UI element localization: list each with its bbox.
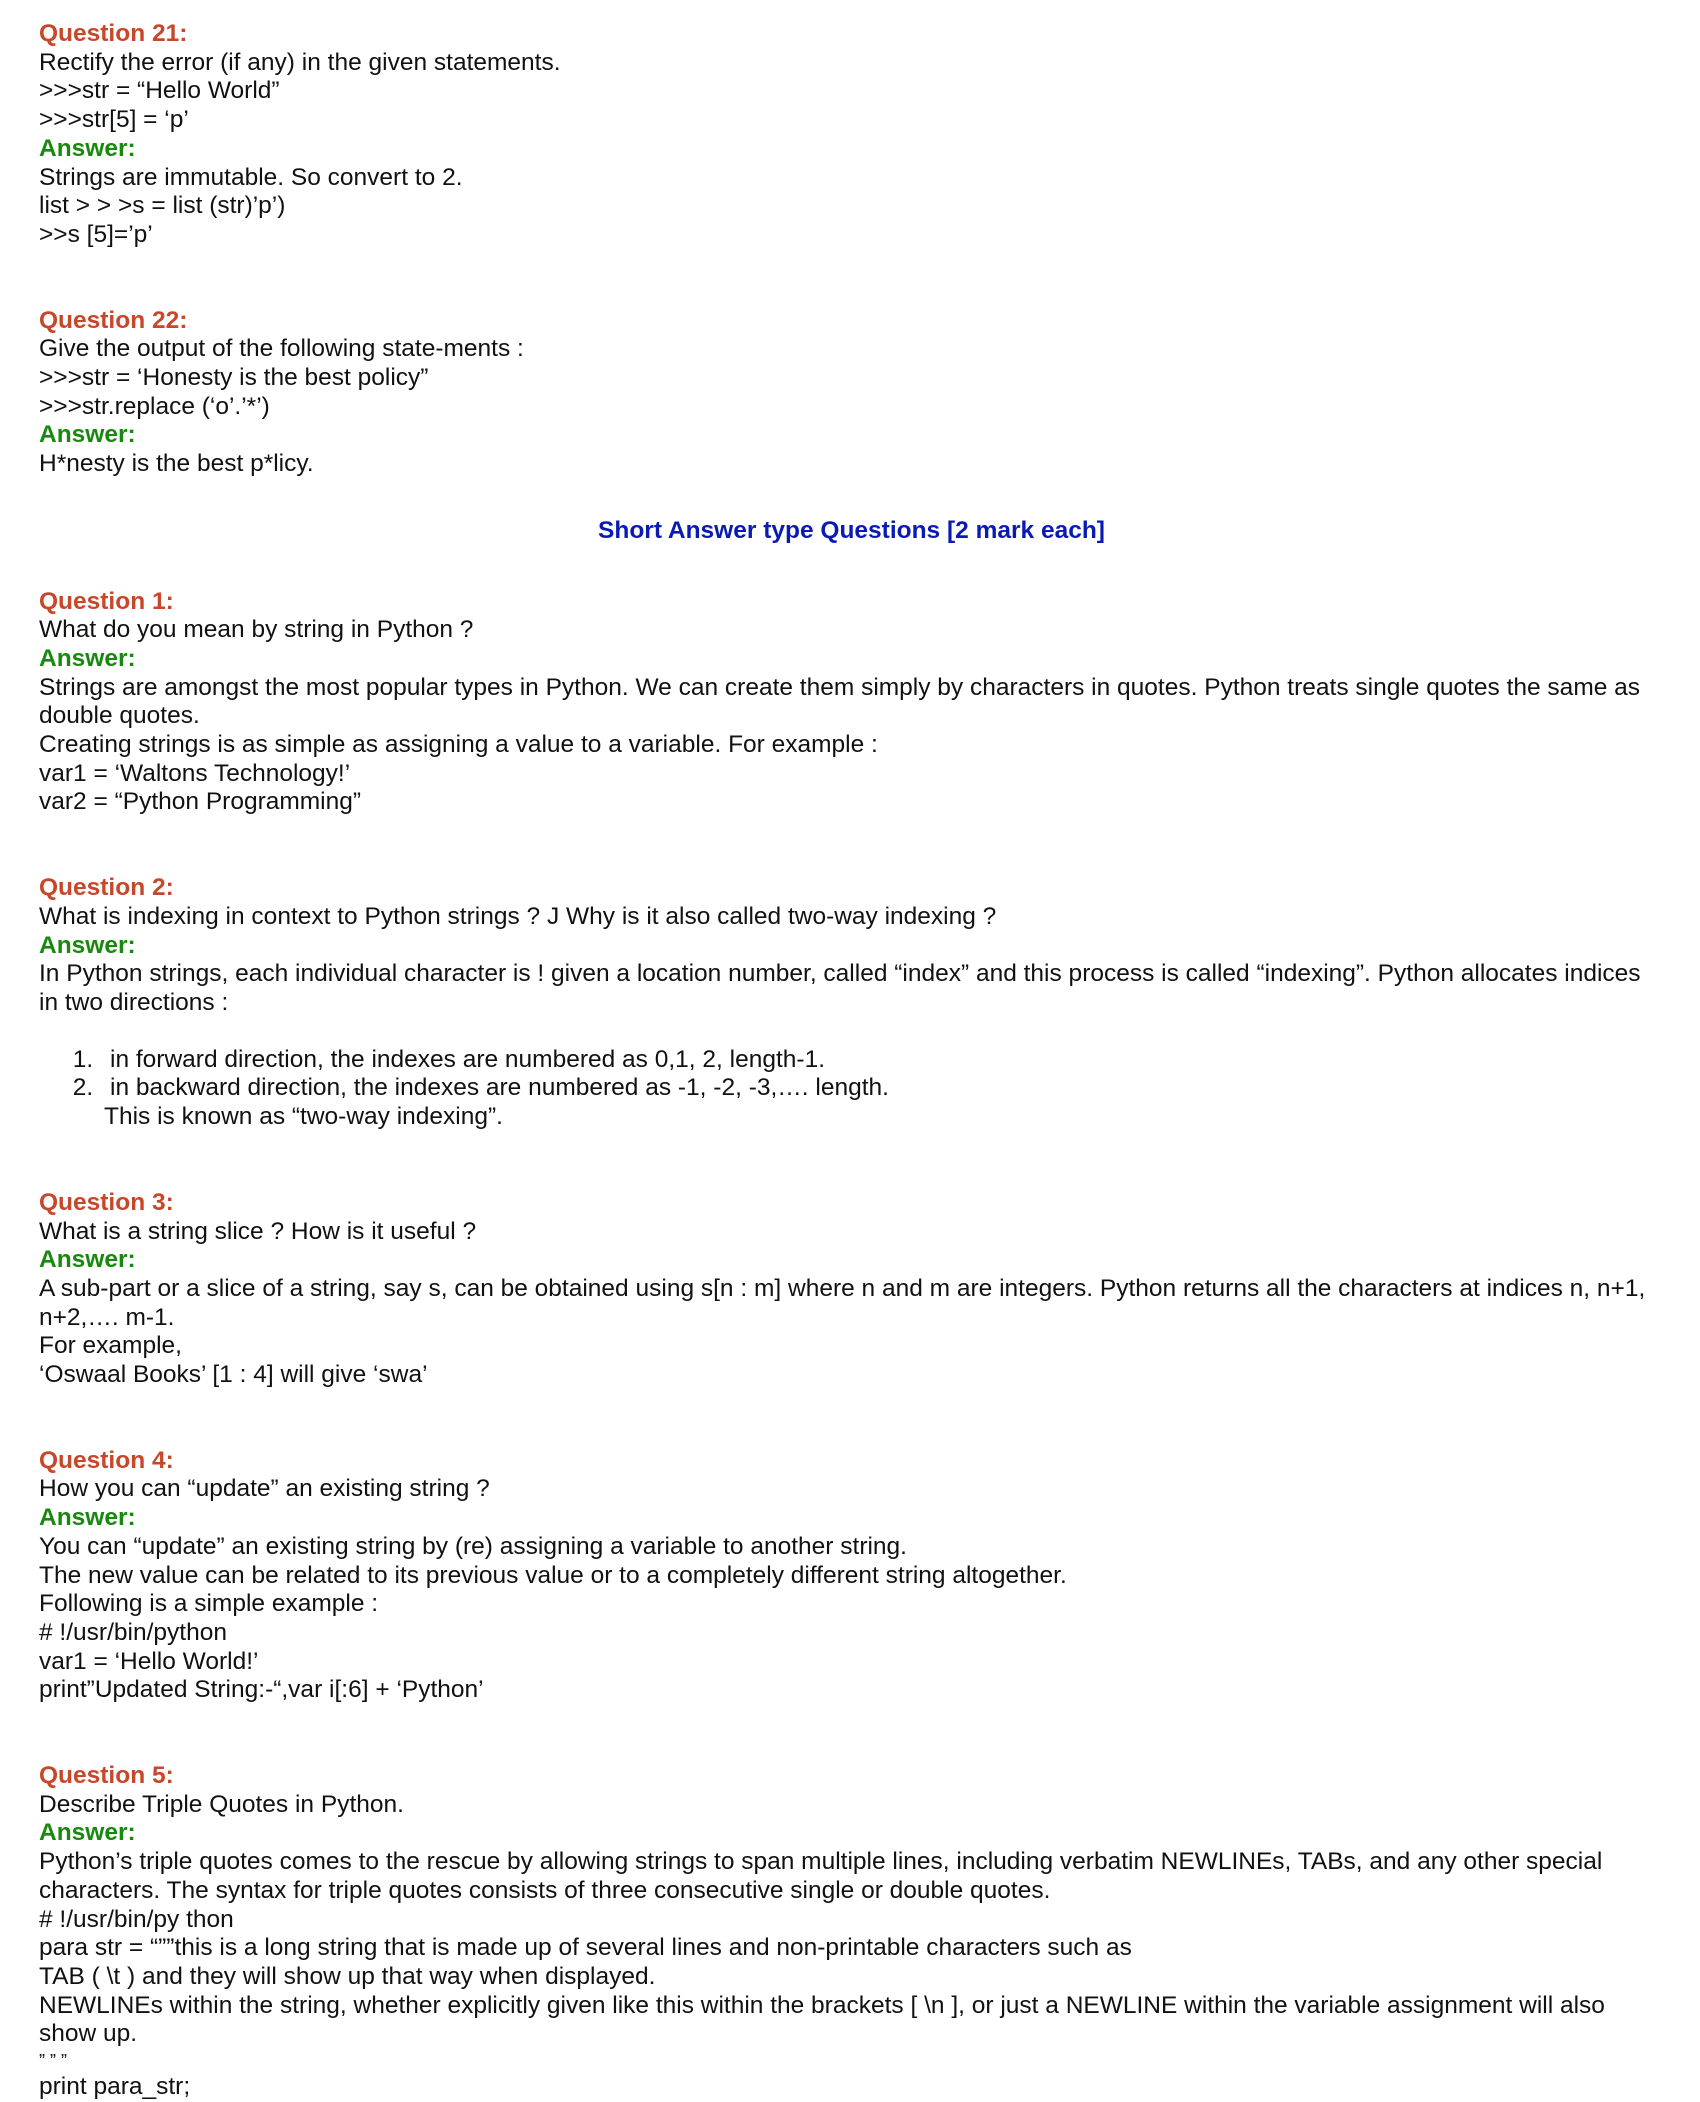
answer-text: Strings are amongst the most popular types in Python. We can create them simply by characters in quotes. Python treats single quotes the same as double quotes.	[39, 673, 1641, 730]
section-title: Short Answer type Questions [2 mark each]	[598, 516, 1105, 544]
question-text: Give the output of the following state-ments :	[39, 335, 524, 363]
question-22	[39, 307, 1664, 479]
code-line: var2 = “Python Programming”	[39, 788, 362, 816]
code-line: ‘Oswaal Books’ [1 : 4] will give ‘swa’	[39, 1361, 428, 1389]
question-heading: Question 22:	[39, 306, 188, 334]
question-2	[39, 874, 1664, 1132]
answer-text: In Python strings, each individual character is ! given a location number, called “index” and this process is called “indexing”. Python allocates indices in two directions :	[39, 960, 1641, 1016]
code-line: var1 = ‘Hello World!’	[39, 1647, 259, 1675]
answer-label: Answer:	[39, 421, 136, 449]
answer-label: Answer:	[39, 1819, 136, 1847]
list-item: 2. in backward direction, the indexes are numbered as -1, -2, -3,…. length.	[100, 1074, 1664, 1103]
code-line: >>>str = “Hello World”	[39, 77, 280, 105]
answer-text: NEWLINEs within the string, whether explicitly given like this within the brackets [ \n ], or just a NEWLINE within the variable assignment will also show up.	[39, 1991, 1605, 2048]
code-line: >>>str = ‘Honesty is the best policy”	[39, 364, 429, 392]
question-heading: Question 1:	[39, 587, 174, 615]
question-text: Rectify the error (if any) in the given statements.	[39, 48, 561, 76]
answer-label: Answer:	[39, 1246, 136, 1274]
question-text: What do you mean by string in Python ?	[39, 616, 474, 644]
code-line: print para_str;	[39, 2073, 191, 2101]
code-line: ” ” ”	[39, 2051, 67, 2072]
question-heading: Question 2:	[39, 874, 174, 902]
document-page	[39, 20, 1664, 2102]
question-text: What is indexing in context to Python strings ? J Why is it also called two-way indexing ?	[39, 902, 997, 930]
code-line: # !/usr/bin/python	[39, 1618, 227, 1646]
question-text: How you can “update” an existing string ?	[39, 1475, 490, 1503]
question-text: Describe Triple Quotes in Python.	[39, 1790, 404, 1818]
code-line: >>>str[5] = ‘p’	[39, 106, 189, 134]
list-item: 1. in forward direction, the indexes are numbered as 0,1, 2, length-1.	[100, 1046, 1664, 1075]
question-1	[39, 588, 1664, 818]
code-line: print”Updated String:-“,var i[:6] + ‘Python’	[39, 1676, 484, 1704]
answer-label: Answer:	[39, 134, 136, 162]
answer-text: H*nesty is the best p*licy.	[39, 450, 314, 478]
answer-text: Following is a simple example :	[39, 1590, 379, 1618]
answer-text: A sub-part or a slice of a string, say s, can be obtained using s[n : m] where n and m are integers. Python returns all the characters at indices n, n+1, n+2,…. m-1.	[39, 1274, 1646, 1331]
answer-label: Answer:	[39, 931, 136, 959]
question-heading: Question 5:	[39, 1762, 174, 1790]
question-heading: Question 3:	[39, 1188, 174, 1216]
question-4	[39, 1447, 1664, 1705]
question-heading: Question 21:	[39, 20, 188, 47]
answer-text: You can “update” an existing string by (re) assigning a variable to another string.	[39, 1532, 907, 1560]
code-line: para str = “””this is a long string that is made up of several lines and non-printable characters such as	[39, 1934, 1132, 1962]
code-line: var1 = ‘Waltons Technology!’	[39, 759, 351, 787]
list-note: This is known as “two-way indexing”.	[104, 1103, 503, 1131]
code-line: >>>str.replace (‘o’.’*’)	[39, 392, 270, 420]
code-line: TAB ( \t ) and they will show up that way when displayed.	[39, 1962, 656, 1990]
question-heading: Question 4:	[39, 1446, 174, 1474]
answer-text: For example,	[39, 1332, 182, 1360]
answer-label: Answer:	[39, 1504, 136, 1532]
index-list	[39, 1046, 1664, 1103]
question-3	[39, 1189, 1664, 1390]
question-text: What is a string slice ? How is it useful ?	[39, 1217, 477, 1245]
code-line: list > > >s = list (str)’p’)	[39, 192, 286, 220]
code-line: # !/usr/bin/py thon	[39, 1905, 234, 1933]
answer-text: Strings are immutable. So convert to 2.	[39, 163, 463, 191]
question-21	[39, 20, 1664, 250]
question-5	[39, 1762, 1664, 2102]
code-line: >>s [5]=’p’	[39, 220, 153, 248]
answer-text: Creating strings is as simple as assigning a value to a variable. For example :	[39, 731, 878, 759]
answer-label: Answer:	[39, 644, 136, 672]
answer-text: The new value can be related to its previous value or to a completely different string altogether.	[39, 1561, 1067, 1589]
answer-text: Python’s triple quotes comes to the rescue by allowing strings to span multiple lines, including verbatim NEWLINEs, TABs, and any other special characters. The syntax for triple quotes consists of three consecutive single or double quotes.	[39, 1848, 1603, 1904]
